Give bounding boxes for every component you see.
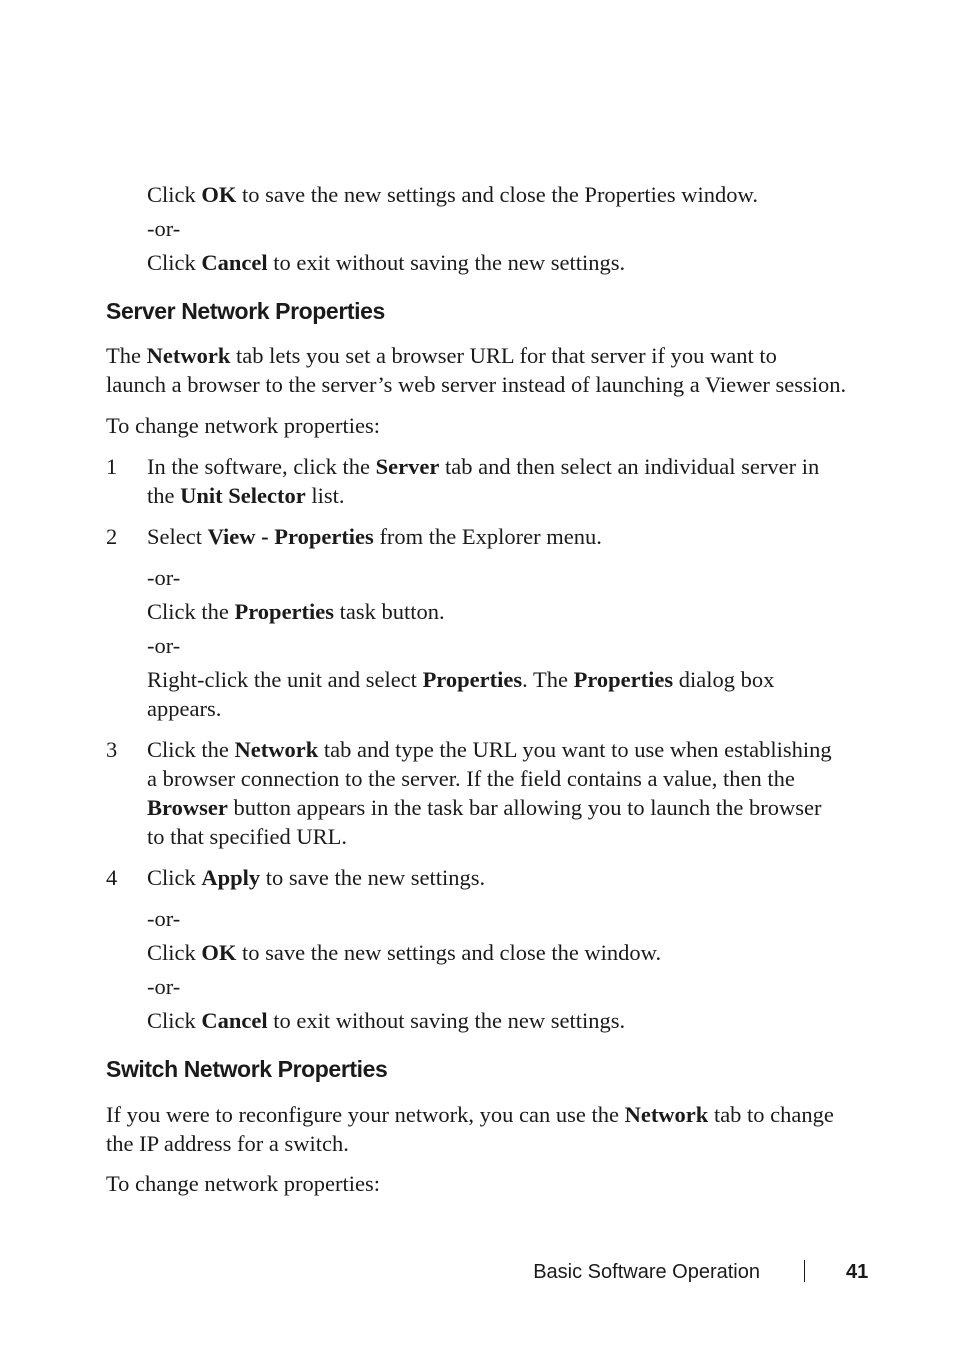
footer-section-title: Basic Software Operation	[533, 1261, 760, 1283]
intro-or: -or-	[147, 216, 181, 241]
page-number: 41	[846, 1261, 869, 1283]
step4-or-d: -or-	[147, 974, 181, 999]
step3-line1: Click the Network tab and type the URL you want to use when establishing	[147, 737, 832, 762]
step1-line2: the Unit Selector list.	[147, 483, 345, 508]
switch-paragraph-line2: the IP address for a switch.	[106, 1131, 349, 1156]
switch-change-intro: To change network properties:	[106, 1171, 380, 1196]
step4-or-c: -or-	[147, 906, 181, 931]
intro-cancel-line: Click Cancel to exit without saving the new settings.	[147, 250, 626, 275]
server-network-heading: Server Network Properties	[106, 298, 385, 324]
step2-alt-right-click-line2: appears.	[147, 696, 222, 721]
switch-paragraph-line1: If you were to reconfigure your network, you can use the Network tab to change	[106, 1102, 834, 1127]
server-change-intro: To change network properties:	[106, 413, 380, 438]
step2-alt-right-click-line1: Right-click the unit and select Properties. The Properties dialog box	[147, 667, 775, 692]
intro-ok-line: Click OK to save the new settings and close the Properties window.	[147, 182, 758, 207]
footer-divider	[804, 1260, 805, 1282]
step3-line2: a browser connection to the server. If the field contains a value, then the	[147, 766, 795, 791]
step2-or-b: -or-	[147, 633, 181, 658]
server-paragraph-line1: The Network tab lets you set a browser URL for that server if you want to	[106, 343, 777, 368]
step-number-1: 1	[106, 454, 118, 479]
step4-alt-ok: Click OK to save the new settings and close the window.	[147, 940, 662, 965]
server-paragraph-line2: launch a browser to the server’s web server instead of launching a Viewer session.	[106, 372, 847, 397]
step-number-3: 3	[106, 737, 118, 762]
step-number-4: 4	[106, 865, 118, 890]
step4-alt-cancel: Click Cancel to exit without saving the new settings.	[147, 1008, 626, 1033]
step4-line: Click Apply to save the new settings.	[147, 865, 486, 890]
switch-network-heading: Switch Network Properties	[106, 1056, 388, 1082]
step-number-2: 2	[106, 524, 118, 549]
step3-line4: to that specified URL.	[147, 824, 347, 849]
step2-line: Select View - Properties from the Explorer menu.	[147, 524, 602, 549]
step3-line3: Browser button appears in the task bar allowing you to launch the browser	[147, 795, 822, 820]
step2-or-a: -or-	[147, 565, 181, 590]
step2-alt-task-button: Click the Properties task button.	[147, 599, 445, 624]
step1-line1: In the software, click the Server tab and then select an individual server in	[147, 454, 820, 479]
